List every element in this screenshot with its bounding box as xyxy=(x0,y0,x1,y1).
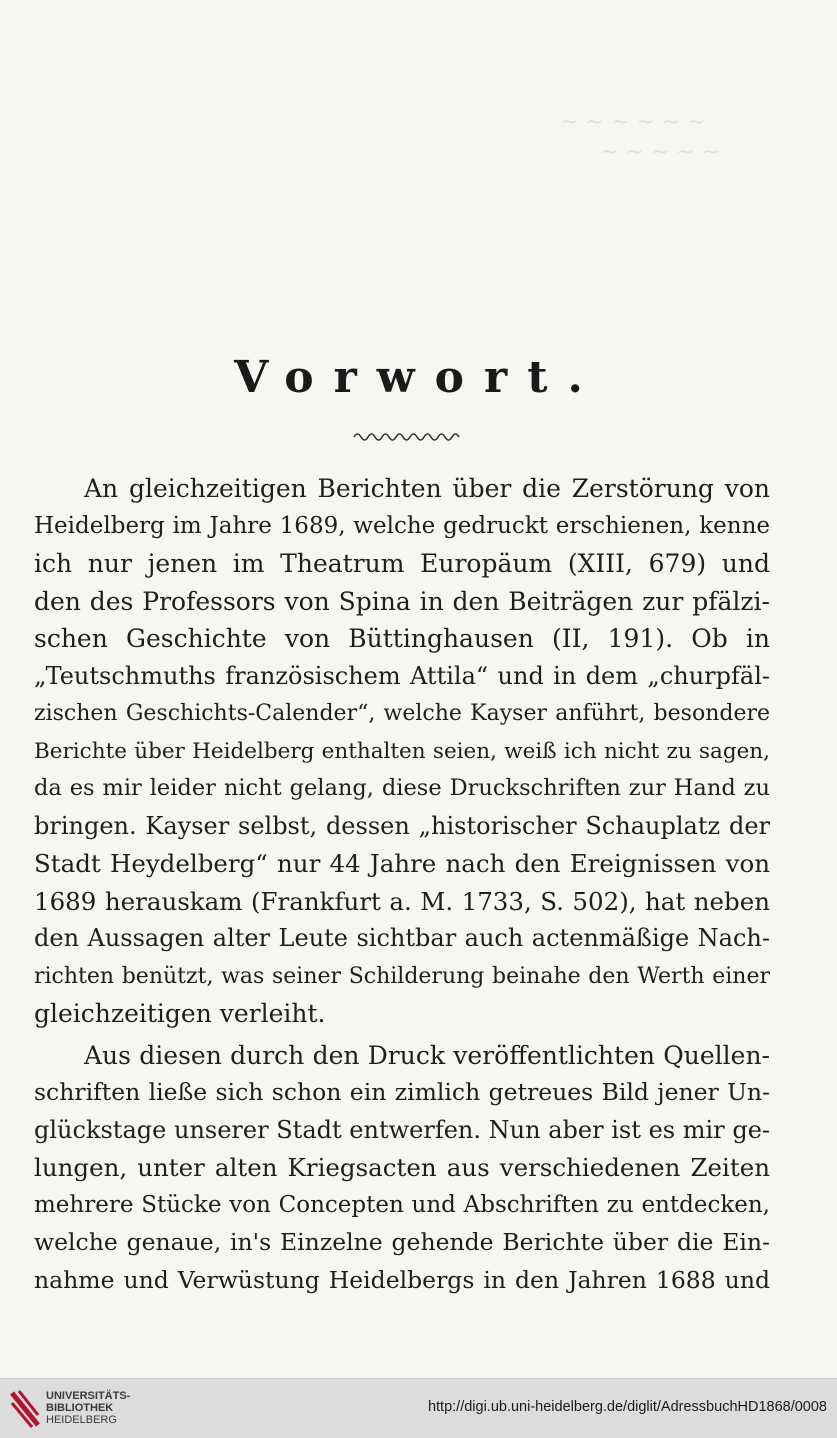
text-line: den Aussagen alter Leute sichtbar auch actenmäßige Nach- xyxy=(34,924,770,952)
body-text xyxy=(34,470,770,1299)
library-name xyxy=(46,1390,130,1426)
text-line: schriften ließe sich schon ein zimlich getreues Bild jener Un- xyxy=(34,1078,770,1106)
paragraph-1 xyxy=(34,470,770,1033)
text-line: schen Geschichte von Büttinghausen (II, 191). Ob in xyxy=(34,624,770,653)
text-line: den des Professors von Spina in den Beiträgen zur pfälzi- xyxy=(34,586,770,616)
text-line: bringen. Kayser selbst, dessen „historischer Schauplatz der xyxy=(34,811,770,840)
text-line: „Teutschmuths französischem Attila“ und in dem „churpfäl- xyxy=(34,661,770,690)
text-line: da es mir leider nicht gelang, diese Druckschriften zur Hand zu xyxy=(34,775,770,801)
library-name-line: BIBLIOTHEK xyxy=(46,1402,114,1414)
library-name-line: HEIDELBERG xyxy=(46,1414,117,1426)
footer-bar xyxy=(0,1378,837,1438)
text-line: 1689 herauskam (Frankfurt a. M. 1733, S. 502), hat neben xyxy=(34,886,770,916)
text-line: ich nur jenen im Theatrum Europäum (XIII, 679) und xyxy=(34,549,770,578)
text-line: glückstage unserer Stadt entwerfen. Nun aber ist es mir ge- xyxy=(34,1115,770,1144)
text-line: lungen, unter alten Kriegsacten aus verschiedenen Zeiten xyxy=(34,1153,770,1182)
text-line: welche genaue, in's Einzelne gehende Berichte über die Ein- xyxy=(34,1228,770,1256)
paragraph-2 xyxy=(34,1037,770,1300)
text-line: Berichte über Heidelberg enthalten seien, weiß ich nicht zu sagen, xyxy=(34,738,770,764)
text-line: An gleichzeitigen Berichten über die Zerstörung von xyxy=(84,474,770,503)
text-line: Stadt Heydelberg“ nur 44 Jahre nach den Ereignissen von xyxy=(34,849,770,878)
text-line: richten benützt, was seiner Schilderung beinahe den Werth einer xyxy=(34,963,770,989)
ornament-divider-icon xyxy=(352,430,462,444)
source-url-link[interactable]: http://digi.ub.uni-heidelberg.de/diglit/AdressbuchHD1868/0008 xyxy=(427,1399,827,1415)
library-name-line: UNIVERSITÄTS- xyxy=(46,1390,131,1402)
bleed-through-mark: ~ ~ ~ ~ ~ ~ xyxy=(560,110,706,135)
text-line: Aus diesen durch den Druck veröffentlichten Quellen- xyxy=(84,1040,770,1070)
bleed-through-mark: ~ ~ ~ ~ ~ xyxy=(600,140,721,165)
text-line: zischen Geschichts-Calender“, welche Kayser anführt, besondere xyxy=(34,701,770,726)
text-line: Heidelberg im Jahre 1689, welche gedruckt erschienen, kenne xyxy=(34,512,770,539)
text-line: gleichzeitigen verleiht. xyxy=(34,999,326,1028)
text-line: nahme und Verwüstung Heidelbergs in den Jahren 1688 und xyxy=(34,1265,770,1294)
page-title: Vorwort. xyxy=(234,352,603,403)
university-library-logo-icon xyxy=(10,1389,40,1429)
text-line: mehrere Stücke von Concepten und Abschriften zu entdecken, xyxy=(34,1191,770,1218)
